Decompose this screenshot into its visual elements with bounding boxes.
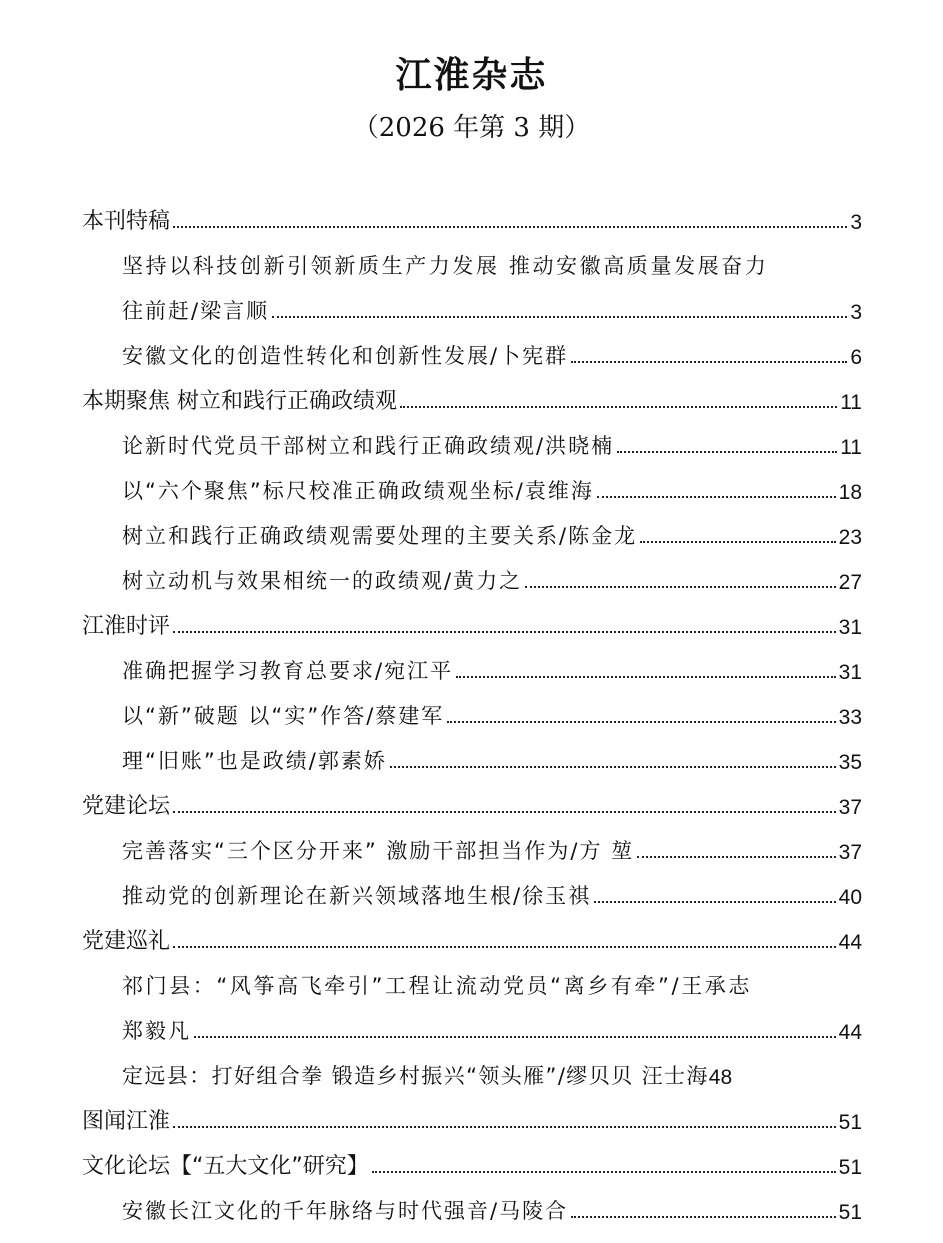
toc-article[interactable]	[82, 646, 862, 691]
toc-entry-title: 以“六个聚焦”标尺校准正确政绩观坐标/袁维海	[122, 479, 594, 503]
toc-article[interactable]	[82, 1051, 862, 1096]
dot-leader	[594, 901, 836, 903]
toc-entry-title: 以“新”破题 以“实”作答/蔡建军	[122, 704, 445, 728]
toc-entry-title: 安徽长江文化的千年脉络与时代强音/马陵合	[122, 1199, 569, 1223]
toc-entry-title: 往前赶/梁言顺	[122, 299, 270, 323]
toc-section[interactable]	[82, 1141, 862, 1186]
toc-article[interactable]	[82, 1186, 862, 1231]
dot-leader	[173, 631, 836, 633]
toc-entry-title: 祁门县：“风筝高飞牵引”工程让流动党员“离乡有牵”/王承志	[122, 974, 752, 998]
toc-entry-title: 安徽文化的创造性转化和创新性发展/卜宪群	[122, 344, 569, 368]
toc-article[interactable]	[82, 421, 862, 466]
toc-entry-title: 图闻江淮	[82, 1109, 171, 1134]
toc-article[interactable]	[82, 556, 862, 601]
toc-section[interactable]	[82, 781, 862, 826]
toc-article[interactable]	[82, 286, 862, 331]
page-number: 48	[708, 1066, 733, 1089]
page-number: 31	[838, 661, 862, 684]
dot-leader	[400, 406, 837, 408]
dot-leader	[173, 1126, 836, 1128]
page-number: 37	[838, 796, 862, 819]
page-number: 37	[838, 841, 862, 864]
page-number: 18	[838, 481, 862, 504]
toc-article[interactable]	[82, 871, 862, 916]
page-number: 3	[850, 211, 862, 234]
toc-entry-title: 树立和践行正确政绩观需要处理的主要关系/陈金龙	[122, 524, 638, 548]
page-number: 11	[840, 436, 862, 459]
dot-leader	[597, 496, 836, 498]
page-number: 31	[838, 616, 862, 639]
toc-entry-title: 党建论坛	[82, 794, 171, 819]
toc-entry-title: 论新时代党员干部树立和践行正确政绩观/洪晓楠	[122, 434, 615, 458]
toc-entry-title: 理“旧账”也是政绩/郭素娇	[122, 749, 387, 773]
dot-leader	[194, 1036, 836, 1038]
dot-leader	[571, 361, 847, 363]
dot-leader	[525, 586, 836, 588]
dot-leader	[390, 766, 836, 768]
toc-section[interactable]	[82, 1096, 862, 1141]
dot-leader	[637, 856, 835, 858]
dot-leader	[272, 316, 847, 318]
toc-article[interactable]	[82, 1006, 862, 1051]
toc-entry-title: 完善落实“三个区分开来” 激励干部担当作为/方 堃	[122, 839, 635, 863]
toc-article[interactable]	[82, 331, 862, 376]
page-number: 11	[840, 391, 862, 414]
dot-leader	[173, 946, 836, 948]
toc-article[interactable]	[82, 736, 862, 781]
toc-section[interactable]	[82, 196, 862, 241]
page-number: 44	[838, 931, 862, 954]
toc-article[interactable]	[82, 511, 862, 556]
page-number: 23	[838, 526, 862, 549]
dot-leader	[617, 451, 837, 453]
toc-entry-title: 本刊特稿	[82, 209, 171, 234]
page-number: 51	[838, 1156, 862, 1179]
issue-subtitle: （2026 年第 3 期）	[352, 113, 591, 143]
toc-entry-title: 文化论坛【“五大文化”研究】	[82, 1154, 369, 1179]
toc-entry-title: 推动党的创新理论在新兴领域落地生根/徐玉祺	[122, 884, 592, 908]
dot-leader	[173, 226, 847, 228]
dot-leader	[640, 541, 836, 543]
toc-entry-title: 郑毅凡	[122, 1019, 191, 1043]
page-number: 35	[838, 751, 862, 774]
dot-leader	[571, 1216, 836, 1218]
page-number: 3	[850, 301, 862, 324]
page-number: 40	[838, 886, 862, 909]
page-number: 33	[838, 706, 862, 729]
toc-entry-title: 定远县：打好组合拳 锻造乡村振兴“领头雁”/缪贝贝 汪士海	[122, 1064, 709, 1088]
toc-section[interactable]	[82, 916, 862, 961]
table-of-contents	[82, 196, 862, 1231]
toc-entry-title: 准确把握学习教育总要求/宛江平	[122, 659, 454, 683]
toc-article[interactable]	[82, 961, 862, 1006]
page-number: 51	[838, 1111, 862, 1134]
dot-leader	[372, 1171, 836, 1173]
toc-article[interactable]	[82, 241, 862, 286]
toc-entry-title: 坚持以科技创新引领新质生产力发展 推动安徽高质量发展奋力	[122, 254, 769, 278]
dot-leader	[173, 811, 836, 813]
toc-entry-title: 党建巡礼	[82, 929, 171, 954]
toc-entry-title: 树立动机与效果相统一的政绩观/黄力之	[122, 569, 523, 593]
page-number: 51	[838, 1201, 862, 1224]
toc-article[interactable]	[82, 691, 862, 736]
toc-article[interactable]	[82, 826, 862, 871]
toc-entry-title: 江淮时评	[82, 614, 171, 639]
dot-leader	[447, 721, 835, 723]
page-number: 6	[850, 346, 862, 369]
page-number: 44	[838, 1021, 862, 1044]
toc-section[interactable]	[82, 601, 862, 646]
toc-section[interactable]	[82, 376, 862, 421]
dot-leader	[456, 676, 836, 678]
toc-entry-title: 本期聚焦 树立和践行正确政绩观	[82, 389, 397, 414]
magazine-title: 江淮杂志	[395, 55, 548, 96]
page-number: 27	[838, 571, 862, 594]
toc-article[interactable]	[82, 466, 862, 511]
